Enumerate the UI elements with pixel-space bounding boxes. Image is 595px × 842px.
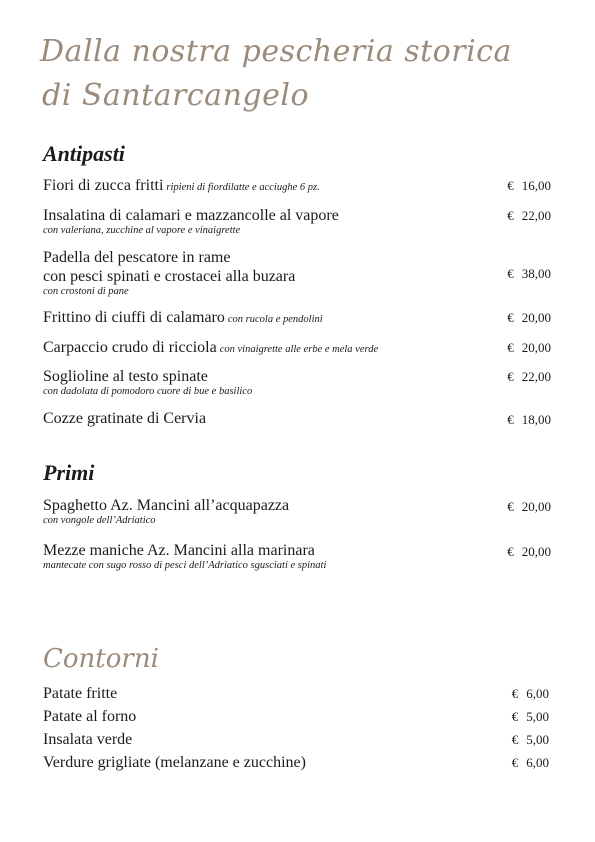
item-price: € 20,00 (507, 340, 551, 355)
section-heading-primi: Primi (43, 460, 95, 485)
menu-item (43, 729, 551, 751)
item-description: mantecate con sugo rosso di pesci dell’Adriatico sgusciati e spinati (43, 560, 327, 571)
menu-item (43, 541, 551, 572)
menu-item (43, 752, 551, 774)
item-name: Spaghetto Az. Mancini all’acquapazza (43, 497, 290, 514)
item-price: € 22,00 (507, 369, 551, 384)
item-price: € 16,00 (507, 178, 551, 193)
menu-item (43, 338, 551, 359)
item-description: con vongole dell’Adriatico (43, 515, 156, 526)
item-price: € 6,00 (511, 755, 549, 770)
section-heading-antipasti: Antipasti (43, 141, 125, 166)
item-name: Patate al forno (43, 708, 137, 725)
menu-item (43, 248, 551, 298)
item-name: Fiori di zucca fritti (43, 177, 164, 194)
item-price: € 20,00 (507, 499, 551, 514)
menu-item (43, 683, 551, 705)
item-description: ripieni di fiordilatte e acciughe 6 pz. (166, 182, 320, 193)
item-price: € 20,00 (507, 544, 551, 559)
item-description: con vinaigrette alle erbe e mela verde (219, 344, 379, 355)
item-price: € 5,00 (511, 732, 549, 747)
menu-title-line-2: di Santarcangelo (42, 78, 309, 113)
item-name: Insalata verde (43, 731, 133, 748)
item-description: con dadolata di pomodoro cuore di bue e basilico (43, 386, 253, 397)
item-name: Mezze maniche Az. Mancini alla marinara (43, 542, 315, 559)
menu-title-line-1: Dalla nostra pescheria storica (40, 34, 512, 69)
item-name: Verdure grigliate (melanzane e zucchine) (43, 754, 306, 771)
item-price: € 6,00 (511, 686, 549, 701)
item-name: Carpaccio crudo di ricciola (43, 339, 217, 356)
menu-item (43, 176, 551, 197)
item-description: con rucola e pendolini (227, 314, 323, 325)
menu-item (43, 367, 551, 398)
item-price: € 22,00 (507, 208, 551, 223)
item-name-line-2: con pesci spinati e crostacei alla buzara (43, 268, 296, 285)
item-name: Soglioline al testo spinate (43, 368, 208, 385)
menu-item (43, 206, 551, 237)
item-name: Insalatina di calamari e mazzancolle al vapore (43, 207, 339, 224)
item-price: € 18,00 (507, 412, 551, 427)
menu-item (43, 706, 551, 728)
menu-item (43, 409, 551, 428)
item-price: € 20,00 (507, 310, 551, 325)
item-name: Frittino di ciuffi di calamaro (43, 309, 225, 326)
item-description: con crostoni di pane (43, 286, 129, 297)
item-name: Cozze gratinate di Cervia (43, 410, 207, 427)
item-price: € 5,00 (511, 709, 549, 724)
section-heading-contorni: Contorni (43, 644, 159, 674)
item-price: € 38,00 (507, 266, 551, 281)
item-name: Padella del pescatore in rame (43, 249, 231, 266)
menu-item (43, 496, 551, 527)
item-description: con valeriana, zucchine al vapore e vinaigrette (43, 225, 241, 236)
menu-item (43, 308, 551, 329)
menu-title (40, 30, 512, 118)
item-name: Patate fritte (43, 685, 118, 702)
